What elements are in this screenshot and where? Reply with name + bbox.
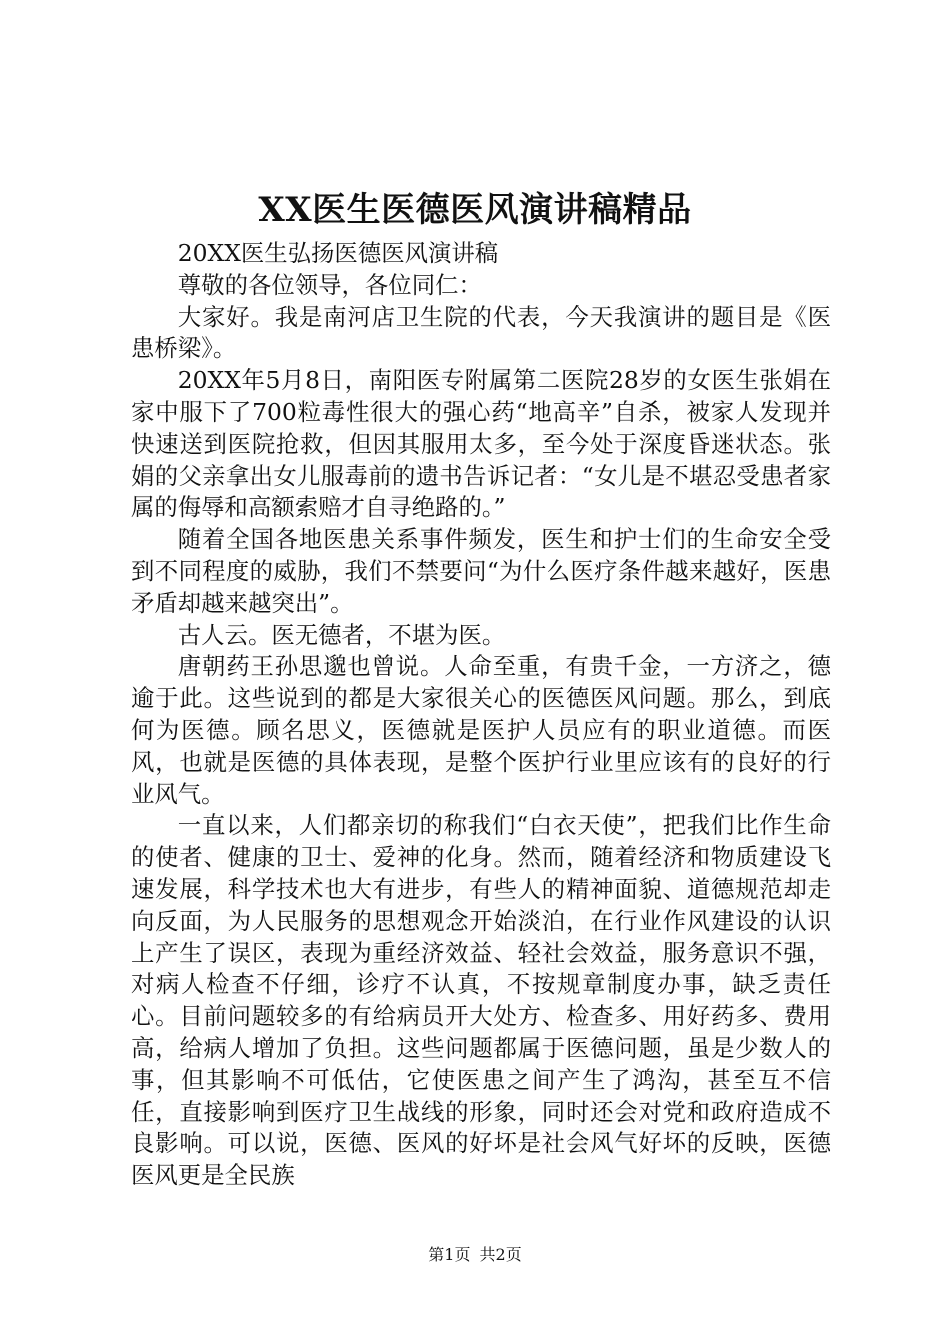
- paragraph-greeting: 大家好。我是南河店卫生院的代表，今天我演讲的题目是《医患桥梁》。: [131, 302, 831, 363]
- page-total: 共2页: [479, 1245, 522, 1264]
- page-number: 第1页: [428, 1245, 471, 1264]
- page-footer: [0, 1243, 950, 1267]
- paragraph-salutation: 尊敬的各位领导，各位同仁：: [177, 270, 482, 299]
- document-title: XX医生医德医风演讲稿精品: [258, 190, 692, 230]
- paragraph-white-angels: 一直以来，人们都亲切的称我们“白衣天使”，把我们比作生命的使者、健康的卫士、爱神的化身。然而，随着经济和物质建设飞速发展，科学技术也大有进步，有些人的精神面貌、道德规范却走向反面，为人民服务的思想观念开始淡泊，在行业作风建设的认识上产生了误区，表现为重经济效益、轻社会效益，服务意识不强，对病人检查不仔细，诊疗不认真，不按规章制度办事，缺乏责任心。目前问题较多的有给病员开大处方、检查多、用好药多、费用高，给病人增加了负担。这些问题都属于医德问题，虽是少数人的事，但其影响不可低估，它使医患之间产生了鸿沟，甚至互不信任，直接影响到医疗卫生战线的形象，同时还会对党和政府造成不良影响。可以说，医德、医风的好坏是社会风气好坏的反映，医德医风更是全民族: [131, 811, 831, 1190]
- paragraph-ancient-saying: 古人云。医无德者，不堪为医。: [177, 620, 506, 649]
- paragraph-question: 随着全国各地医患关系事件频发，医生和护士们的生命安全受到不同程度的威胁，我们不禁要问“为什么医疗条件越来越好，医患矛盾却越来越突出”。: [131, 525, 831, 617]
- paragraph-sun-simiao: 唐朝药王孙思邈也曾说。人命至重，有贵千金，一方济之，德逾于此。这些说到的都是大家很关心的医德医风问题。那么，到底何为医德。顾名思义，医德就是医护人员应有的职业道德。而医风，也就是医德的具体表现，是整个医护行业里应该有的良好的行业风气。: [131, 652, 831, 808]
- paragraph-incident: 20XX年5月8日，南阳医专附属第二医院28岁的女医生张娟在家中服下了700粒毒性很大的强心药“地高辛”自杀，被家人发现并快速送到医院抢救，但因其服用太多，至今处于深度昏迷状态。张娟的父亲拿出女儿服毒前的遗书告诉记者：“女儿是不堪忍受患者家属的侮辱和高额索赔才自寻绝路的。”: [131, 366, 831, 522]
- paragraph-subtitle: 20XX医生弘扬医德医风演讲稿: [177, 239, 499, 267]
- document-body: [131, 238, 831, 1192]
